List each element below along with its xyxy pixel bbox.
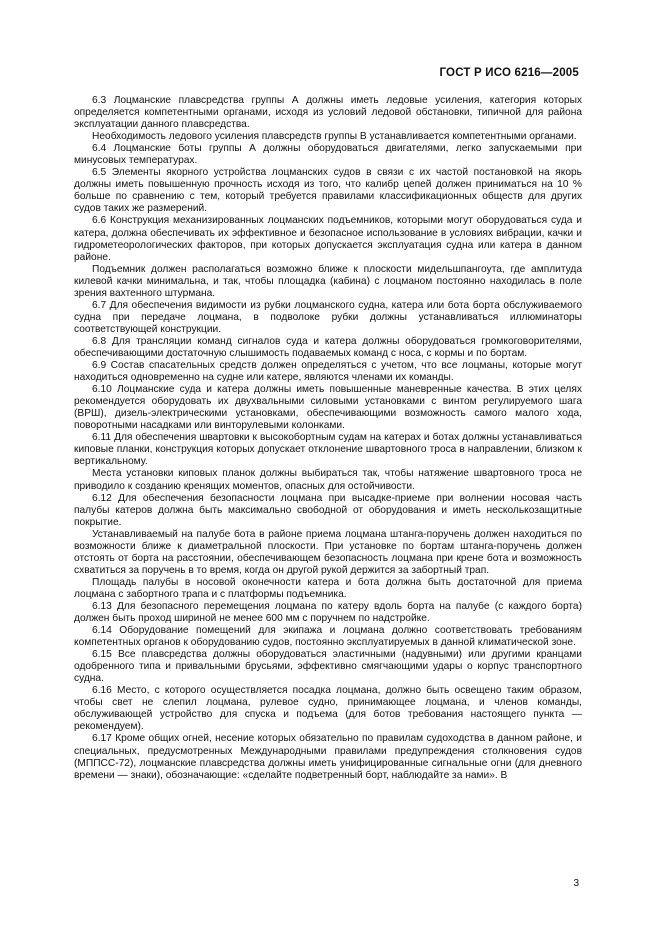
paragraph: 6.16 Место, с которого осуществляется посадка лоцмана, должно быть освещено таким образом, чтобы свет не слепил лоцмана, рулевое судно, принимающее лоцмана, и членов команды, обслуживающей устройство для спуска и подъема (для ботов требования настоящего пункта — рекомендуем). — [74, 685, 582, 733]
paragraph: 6.3 Лоцманские плавсредства группы А должны иметь ледовые усиления, категория которых определяется компетентными органами, исходя из условий ледовой обстановки, типичной для района эксплуатации данного плавсредства. — [74, 95, 582, 131]
paragraph: Подъемник должен располагаться возможно ближе к плоскости мидельшпангоута, где амплитуда килевой качки минимальна, и так, чтобы площадка (кабина) с лоцманом постоянно находилась в поле зрения вахтенного штурмана. — [74, 263, 582, 299]
paragraph: 6.8 Для трансляции команд сигналов суда и катера должны оборудоваться громкоговорителями, обеспечивающими достаточную слышимость подаваемых команд с носа, с кормы и по бортам. — [74, 335, 582, 359]
page-number: 3 — [573, 878, 579, 889]
paragraph: 6.14 Оборудование помещений для экипажа и лоцмана должно соответствовать требованиям компетентных органов к оборудованию судов, постоянно эксплуатируемых в данной климатической зоне. — [74, 625, 582, 649]
paragraph: 6.5 Элементы якорного устройства лоцманских судов в связи с их частой постановкой на якорь должны иметь повышенную прочность исходя из того, что калибр цепей должен приниматься на 10 % больше по сравнению с тем, который требуется правилами классификационных обществ для других судов таких же размерений. — [74, 167, 582, 215]
paragraph: 6.13 Для безопасного перемещения лоцмана по катеру вдоль борта на палубе (с каждого борта) должен быть проход шириной не менее 600 мм с поручнем по надстройке. — [74, 600, 582, 625]
paragraph: 6.7 Для обеспечения видимости из рубки лоцманского судна, катера или бота борта обслуживаемого судна при передаче лоцмана, в подволоке рубки должны устанавливаться иллюминаторы соответствующей конструкции. — [74, 299, 582, 335]
document-body — [74, 95, 582, 782]
paragraph: 6.11 Для обеспечения швартовки к высокобортным судам на катерах и ботах должны устанавливаться киповые планки, конструкция которых допускает отклонение швартовного троса в направлении, близком к вертикальному. — [74, 432, 582, 468]
paragraph: 6.9 Состав спасательных средств должен определяться с учетом, что все лоцманы, которые могут находиться одновременно на судне или катере, являются членами их команды. — [74, 360, 582, 384]
standard-designation: ГОСТ Р ИСО 6216—2005 — [439, 67, 579, 79]
paragraph: 6.17 Кроме общих огней, несение которых обязательно по правилам судоходства в данном районе, и специальных, предусмотренных Международными правилами предупреждения столкновения судов (МППСС-72), лоцманские плавсредства должны иметь унифицированные сигнальные огни (для дневного времени — знаки), обозначающие: «сделайте подветренный борт, наблюдайте за нами». В — [74, 733, 582, 781]
paragraph: Площадь палубы в носовой оконечности катера и бота должна быть достаточной для приема лоцмана с забортного трапа и с платформы подъемника. — [74, 576, 582, 600]
paragraph: Места установки киповых планок должны выбираться так, чтобы натяжение швартовного троса не приводило к созданию кренящих моментов, опасных для остойчивости. — [74, 468, 582, 492]
paragraph: Устанавливаемый на палубе бота в районе приема лоцмана штанга-поручень должен находиться по возможности ближе к диаметральной плоскости. При установке по бортам штанга-поручень должен отстоять от борта на расстоянии, обеспечивающем безопасность лоцмана при крене бота и возможность схватиться за поручень в то время, когда он другой рукой держится за забортный трап. — [74, 528, 582, 576]
paragraph: 6.4 Лоцманские боты группы А должны оборудоваться двигателями, легко запускаемыми при минусовых температурах. — [74, 143, 582, 167]
paragraph: 6.6 Конструкция механизированных лоцманских подъемников, которыми могут оборудоваться суда и катера, должна обеспечивать их эффективное и безопасное использование в условиях вибрации, качки и гидрометеорологических факторов, при которых допускается эксплуатация судна или катера в данном районе. — [74, 215, 582, 263]
paragraph: 6.10 Лоцманские суда и катера должны иметь повышенные маневренные качества. В этих целях рекомендуется оборудовать их двухвальными силовыми установками с винтом регулируемого шага (ВРШ), дизель-электрическими установками, обеспечивающими возможность самого малого хода, поворотными насадками или винторулевыми колонками. — [74, 384, 582, 432]
paragraph: 6.15 Все плавсредства должны оборудоваться эластичными (надувными) или другими кранцами одобренного типа и привальными брусьями, эффективно смягчающими удары о корпус транспортного судна. — [74, 649, 582, 685]
paragraph: Необходимость ледового усиления плавсредств группы В устанавливается компетентными органами. — [92, 131, 577, 143]
paragraph: 6.12 Для обеспечения безопасности лоцмана при высадке-приеме при волнении носовая часть палубы катеров должна быть максимально свободной от оборудования и иметь несколькозащитные покрытие. — [74, 492, 582, 528]
